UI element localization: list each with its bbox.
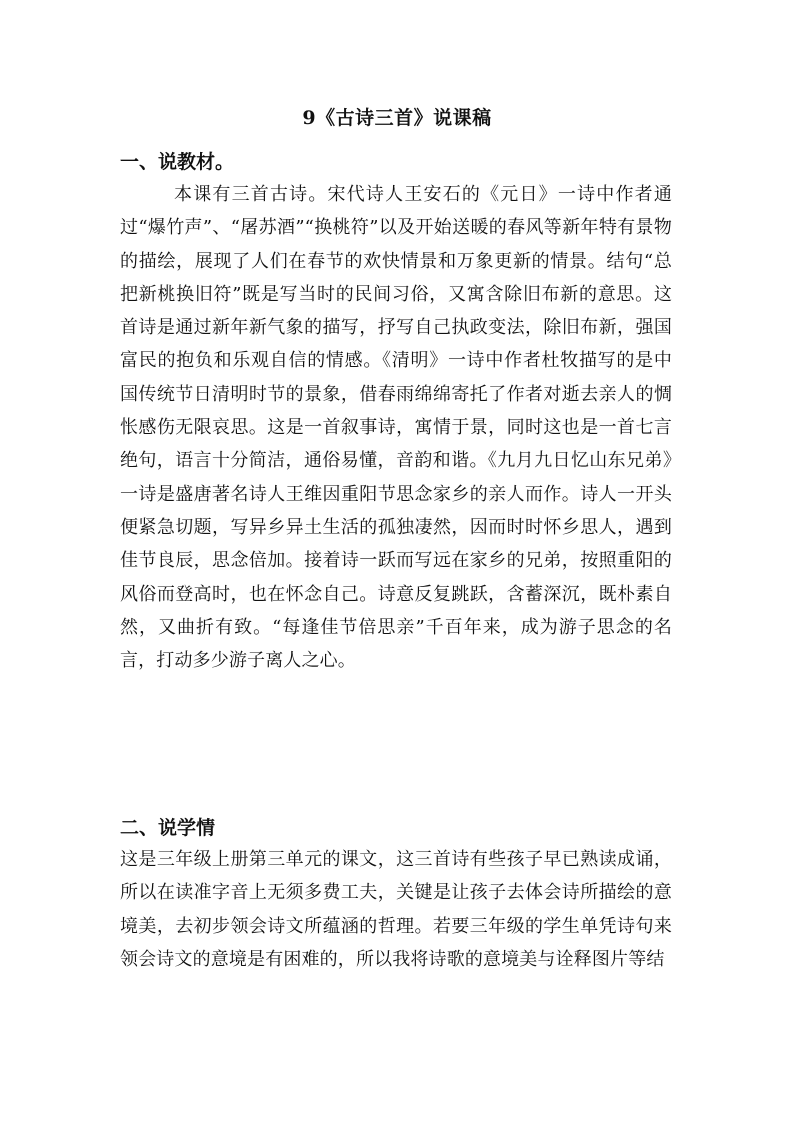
- section-heading-textbook: 一、说教材。: [120, 151, 235, 173]
- section-heading-students: 二、说学情: [120, 817, 216, 839]
- section-paragraph-textbook: 本课有三首古诗。宋代诗人王安石的《元日》一诗中作者通过“爆竹声”、“屠苏酒”“换桃符”以及开始送暖的春风等新年特有景物的描绘，展现了人们在春节的欢快情景和万象更新的情景。结句“总把新桃换旧符”既是写当时的民间习俗，又寓含除旧布新的意思。这首诗是通过新年新气象的描写，抒写自己执政变法，除旧布新，强国富民的抱负和乐观自信的情感。《清明》一诗中作者杜牧描写的是中国传统节日清明时节的景象，借春雨绵绵寄托了作者对逝去亲人的惆怅感伤无限哀思。这是一首叙事诗，寓情于景，同时这也是一首七言绝句，语言十分简洁，通俗易懂，音韵和谐。《九月九日忆山东兄弟》一诗是盛唐著名诗人王维因重阳节思念家乡的亲人而作。诗人一开头便紧急切题，写异乡异土生活的孤独凄然，因而时时怀乡思人，遇到佳节良辰，思念倍加。接着诗一跃而写远在家乡的兄弟，按照重阳的风俗而登高时，也在怀念自己。诗意反复跳跃，含蓄深沉，既朴素自然，又曲折有致。“每逢佳节倍思亲”千百年来，成为游子思念的名言，打动多少游子离人之心。: [120, 184, 672, 672]
- document-title: 9《古诗三首》说课稿: [302, 107, 492, 129]
- section-paragraph-students: 这是三年级上册第三单元的课文，这三首诗有些孩子早已熟读成诵，所以在读准字音上无须多费工夫，关键是让孩子去体会诗所描绘的意境美，去初步领会诗文所蕴涵的哲理。若要三年级的学生单凭诗句来领会诗文的意境是有困难的，所以我将诗歌的意境美与诠释图片等结: [120, 849, 672, 970]
